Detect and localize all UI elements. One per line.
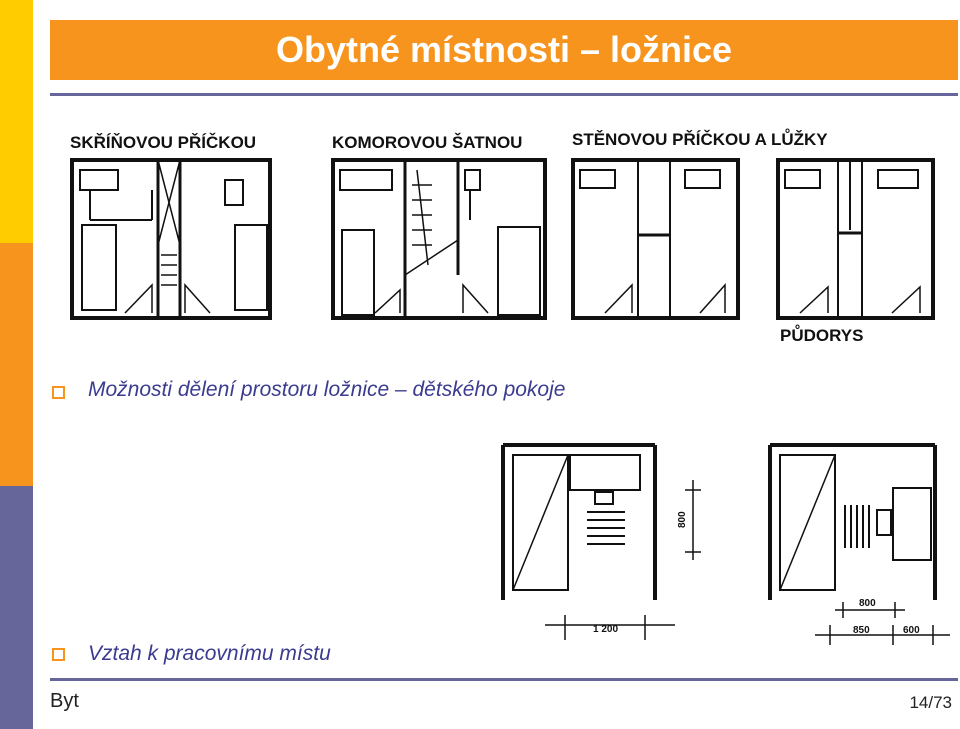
label-skrinovou-prickou: SKŘÍŇOVOU PŘÍČKOU (70, 133, 257, 152)
label-komorovou-satnou: KOMOROVOU ŠATNOU (332, 133, 523, 152)
plan-2-outline (333, 160, 545, 318)
plan-3-outline (573, 160, 738, 318)
dim-600: 600 (903, 625, 920, 636)
bullet-icon (52, 386, 65, 399)
label-pudorys: PŮDORYS (780, 326, 864, 345)
label-stenovou-prickou: STĚNOVOU PŘÍČKOU A LŮŽKY (572, 130, 828, 149)
sidebar-blue-block (0, 486, 33, 729)
floor-plans-figure (60, 115, 940, 350)
footer-label: Byt (50, 690, 79, 712)
dim-800-vertical: 800 (677, 511, 688, 528)
plan-1-outline (72, 160, 270, 318)
plan-4-outline (778, 160, 933, 318)
bullet-icon (52, 648, 65, 661)
bullet-text-1: Možnosti dělení prostoru ložnice – dětského pokoje (88, 378, 566, 401)
dim-1200: 1 200 (593, 624, 619, 635)
slide-title: Obytné místnosti – ložnice (275, 29, 733, 70)
sidebar-yellow-block (0, 0, 33, 243)
work-desk-plans-figure (495, 430, 955, 655)
dim-850: 850 (853, 625, 870, 636)
bottom-divider (50, 678, 958, 681)
title-bar (50, 20, 958, 80)
bullet-text-2: Vztah k pracovnímu místu (88, 642, 331, 665)
dim-800: 800 (859, 598, 876, 609)
top-divider (50, 93, 958, 96)
sidebar-orange-block (0, 243, 33, 486)
page-number: 14/73 (909, 693, 952, 712)
sidebar-stripe (0, 0, 33, 729)
